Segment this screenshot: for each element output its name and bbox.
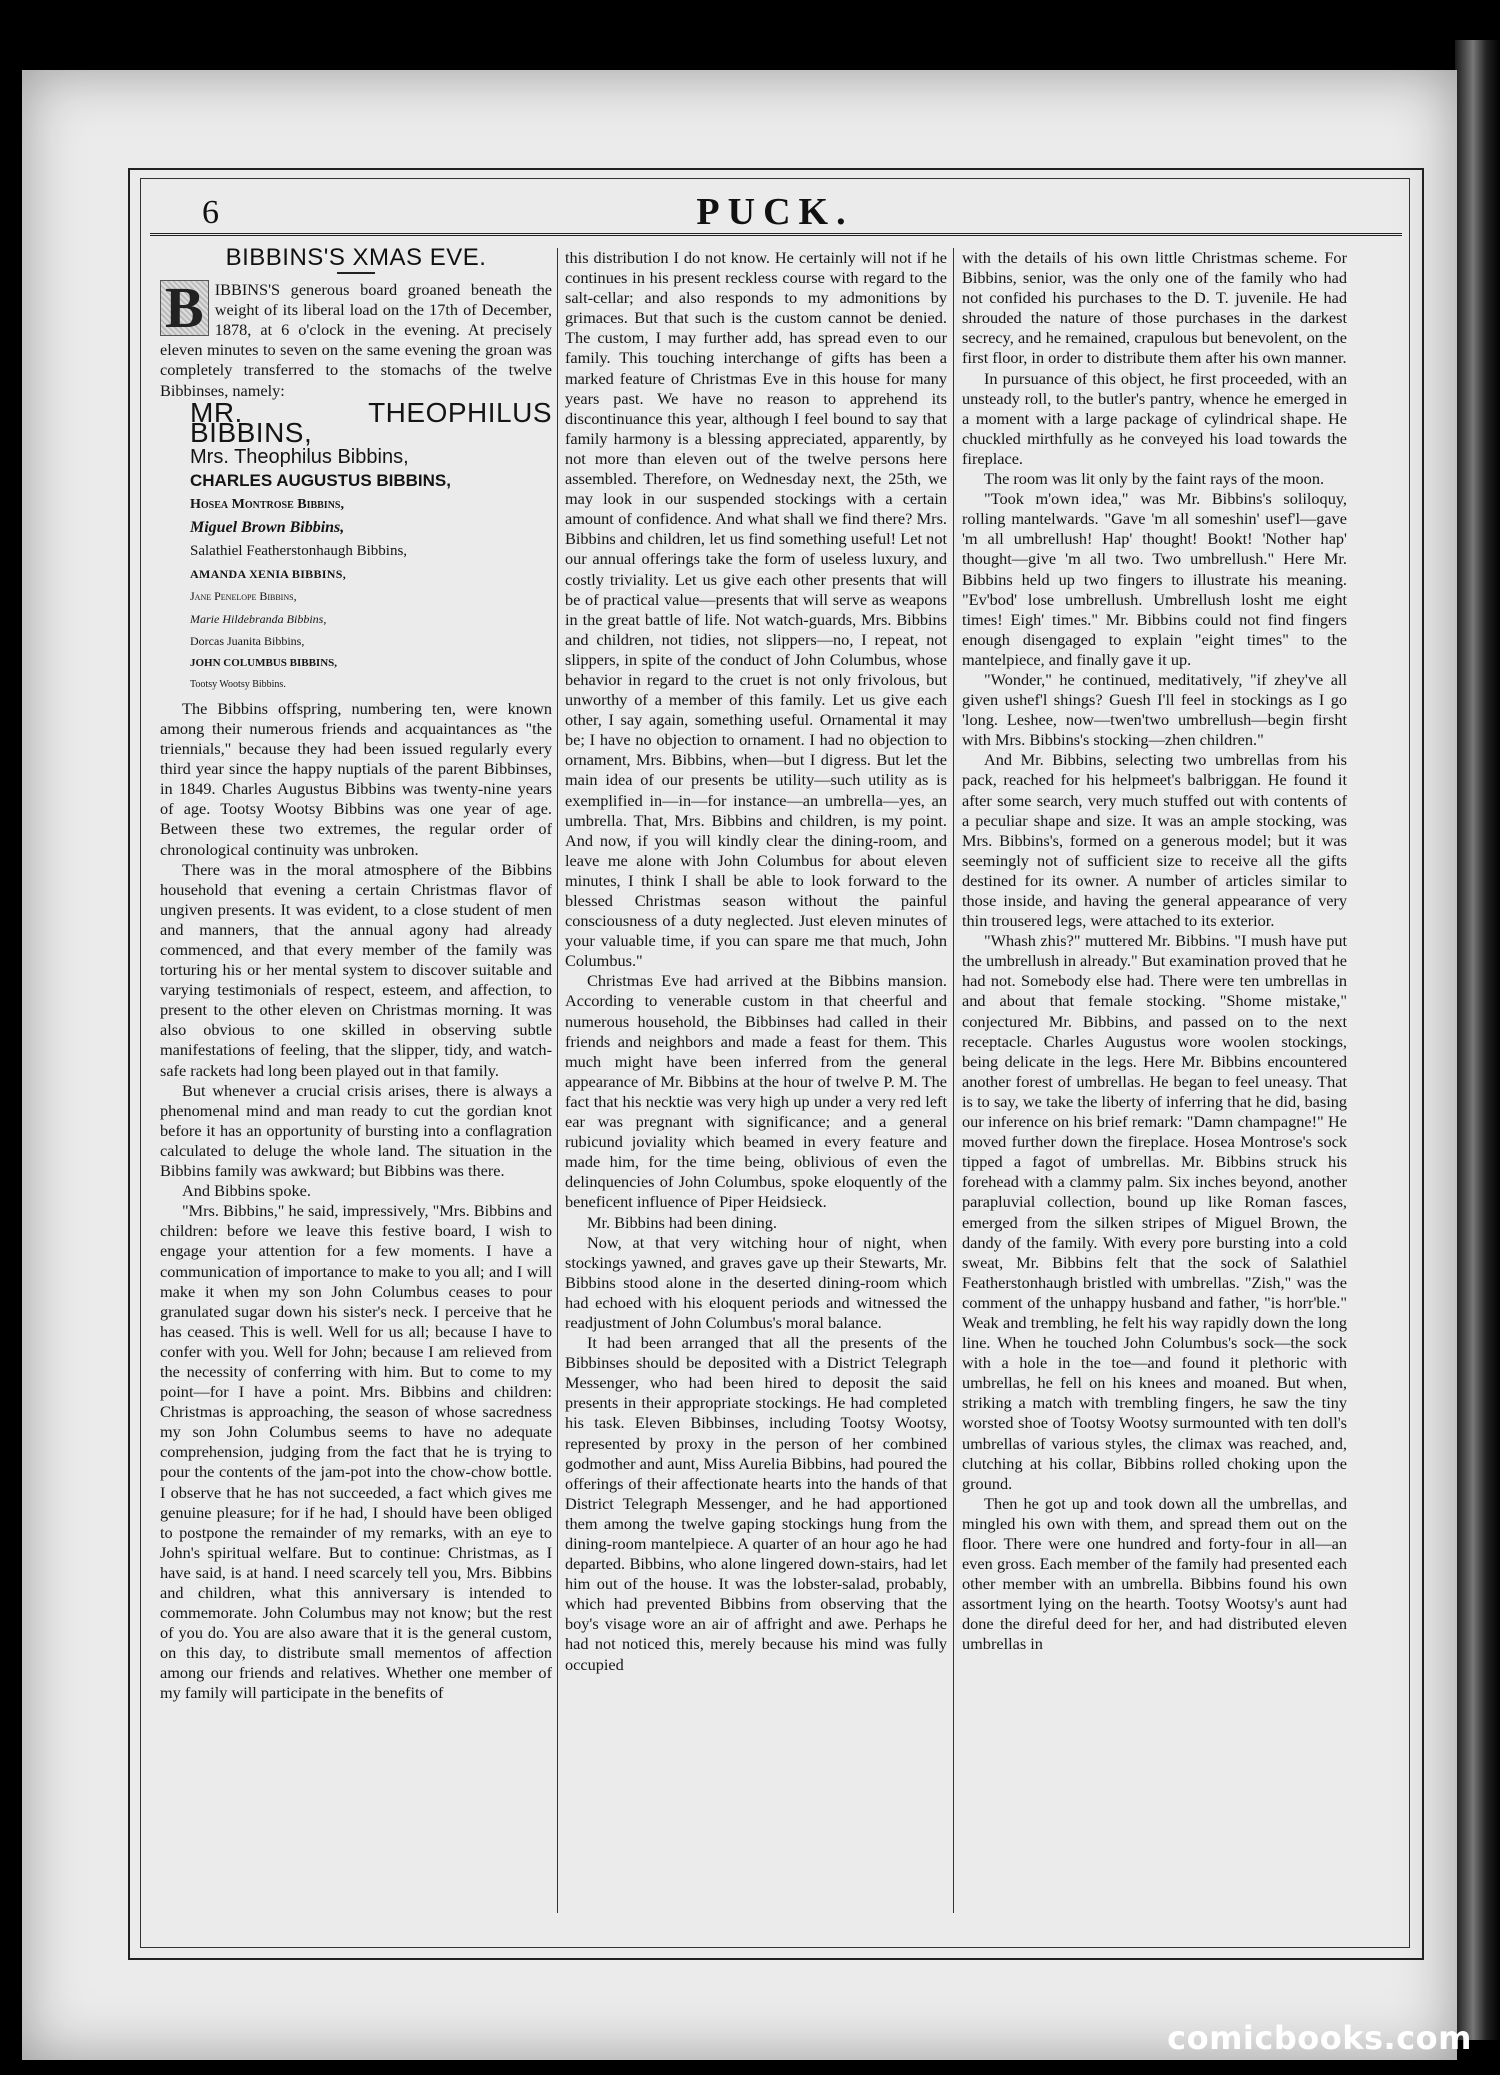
lead-paragraph: B IBBINS'S generous board groaned beneath the weight of its liberal load on the 17th of December, 1878, at 6 o'clock in the evening. At precisely eleven minutes to seven on the same evening the groan was completely transferred to the stomachs of the twelve Bibbinses, namely:: [160, 275, 552, 400]
book-spine: [1455, 40, 1500, 2040]
paragraph: "Wonder," he continued, meditatively, "if zhey've all given ushef'l shings? Guesh I'll feel in stockings as I go 'long. Leshee, now—twen'two umbrellush—begin firsht with Mrs. Bibbins's stocking—zhen children.": [962, 669, 1347, 750]
name-line: Tootsy Wootsy Bibbins.: [190, 678, 286, 690]
paragraph: The Bibbins offspring, numbering ten, were known among their numerous friends and acquaintances as "the triennials," because they had been issued regularly every third year since the happy nuptials of the parent Bibbinses, in 1849. Charles Augustus Bibbins was twenty-nine years of age. Tootsy Wootsy Bibbins was one year of age. Between these two extremes, the regular order of chronological continuity was unbroken.: [160, 698, 552, 859]
paragraph: The room was lit only by the faint rays of the moon.: [984, 469, 1325, 489]
column-3: [962, 248, 1347, 1910]
name-line: Jane Penelope Bibbins,: [190, 589, 297, 604]
name-line: Salathiel Featherstonhaugh Bibbins,: [190, 543, 408, 560]
paragraph: this distribution I do not know. He certainly will not if he continues in his present reckless course with regard to the salt-cellar; and also responds to my admonitions by grimaces. But that such is the custom cannot be denied. The custom, I may further add, has spread even to our family. This touching interchange of gifts has been a marked feature of Christmas Eve in this house for many years past. We have no reason to apprehend its discontinuance this year, although I feel bound to say that family harmony is a blessing appreciated, apparently, by not more than eleven out of the twelve persons here assembled. Therefore, on Wednesday next, the 25th, we may look in our suspended stockings with a certain amount of confidence. And what shall we find there? Mrs. Bibbins and children, let us find something useful! Let not our annual offerings take the form of useless luxury, and costly triviality. Let us give each other presents that will be of practical value—presents that will serve as weapons in the great battle of life. Not watch-guards, Mrs. Bibbins and children, not tidies, not slippers—no, I repeat, not slippers, in spite of the conduct of John Columbus, whose behavior in regard to the cruet is not only frivolous, but unworthy of a member of this family. Let us give each other, I say again, something useful. Ornamental it may be; I have no objection to ornament. I had no objection to ornament, Mrs. Bibbins, when—but I digress. But let the main idea of our presents be utility—such utility as is exemplified in—in—for instance—an umbrella—yes, an umbrella. That, Mrs. Bibbins and children, is my point. And now, if you will kindly clear the dining-room, and leave me alone with John Columbus for about eleven minutes, I think I shall be able to look forward to the blessed Christmas season without the painful consciousness of a duty neglected. Just eleven minutes of your valuable time, if you can spare me that much, John Columbus.": [565, 248, 947, 971]
column-divider: [557, 248, 558, 1913]
paragraph: Now, at that very witching hour of night, when stockings yawned, and graves gave up their Stewarts, Mr. Bibbins stood alone in the deserted dining-room which had echoed with his eloquent periods and witnessed the readjustment of John Columbus's moral balance.: [565, 1232, 947, 1332]
column-1: [160, 248, 552, 1910]
paragraph: "Mrs. Bibbins," he said, impressively, "Mrs. Bibbins and children: before we leave this festive board, I wish to engage your attention for a few moments. I have a communication of importance to make to you all; and I will make it when my son John Columbus ceases to pour granulated sugar down his sister's neck. I perceive that he has ceased. This is well. Well for us all; because I have to confer with you. Well for John; because I am relieved from the necessity of conferring with him. But to come to my point—for I have a point. Mrs. Bibbins and children: Christmas is approaching, the season of whose sacredness my son John Columbus seems to have no adequate comprehension, judging from the fact that he is trying to pour the contents of the jam-pot into the chow-chow bottle. I observe that he has not succeeded, a fact which gives me genuine pleasure; for if he had, I should have been obliged to postpone the remainder of my remarks, with an eye to John's spiritual welfare. But to continue: Christmas, as I have said, is at hand. I need scarcely tell you, Mrs. Bibbins and children, what this anniversary is intended to commemorate. John Columbus may not know; but the rest of you do. You are also aware that it is the general custom, on this day, to distribute small mementos of affection among our friends and relatives. Whether one member of my family will participate in the benefits of: [160, 1201, 552, 1703]
paragraph: Christmas Eve had arrived at the Bibbins mansion. According to venerable custom in that cheerful and numerous household, the Bibbinses had called in their friends and neighbors and made a feast for them. This much might have been inferred from the general appearance of Mr. Bibbins at the hour of twelve P. M. The fact that his necktie was very high up under a very red left ear was pregnant with significance; and a general rubicund joviality which beamed in every feature and made him, for the time being, oblivious of even the delinquencies of John Columbus, spoke eloquently of the beneficent influence of Piper Heidsieck.: [565, 971, 947, 1212]
paragraph: There was in the moral atmosphere of the Bibbins household that evening a certain Christmas flavor of ungiven presents. It was evident, to a close student of men and manners, that the annual agony had already commenced, and that every member of the family was torturing his or her mental system to discover suitable and varying testimonials of respect, esteem, and affection, to present to the other eleven on Christmas morning. It was also obvious to one skilled in observing subtle manifestations of feeling, that the slipper, tidy, and watch-safe rackets had long been played out in that family.: [160, 859, 552, 1080]
name-line: AMANDA XENIA BIBBINS,: [190, 567, 346, 582]
name-line: Miguel Brown Bibbins,: [190, 519, 345, 537]
page-number: 6: [202, 194, 219, 231]
header-rule: [150, 233, 1402, 236]
column-divider: [953, 248, 954, 1913]
paragraph: Mr. Bibbins had been dining.: [587, 1212, 777, 1232]
name-line: JOHN COLUMBUS BIBBINS,: [190, 656, 338, 669]
paragraph: "Whash zhis?" muttered Mr. Bibbins. "I mush have put the umbrellush in already." But examination proved that he had not. Somebody else had. There were ten umbrellas in and about that female stocking. "Shome mistake," conjectured Mr. Bibbins, and passed on to the next receptacle. Charles Augustus wore woolen stockings, being delicate in the legs. Here Mr. Bibbins encountered another forest of umbrellas. He began to feel uneasy. That is to say, we take the liberty of inferring that he did, basing our inference on his brief remark: "Damn champagne!" He moved further down the fireplace. Hosea Montrose's sock tipped a fagot of umbrellas. Mr. Bibbins struck his forehead with a clammy palm. Six inches beyond, another parapluvial collection, bound up like Roman fasces, emerged from the silken stripes of Miguel Brown, the dandy of the family. With every pore bursting into a cold sweat, Mr. Bibbins felt that the sock of Salathiel Featherstonhaugh bristled with umbrellas. "Zish," was the comment of the unhappy husband and father, "is horr'ble." Weak and trembling, he felt his way rapidly down the long line. When he touched John Columbus's sock—the sock with a hole in the toe—and found it plethoric with umbrellas, he fell on his knees and moaned. But when, striking a match with trembling fingers, he saw the tiny worsted shoe of Tootsy Wootsy surmounted with ten doll's umbrellas of various styles, the climax was reached, and, clutching at his collar, Bibbins rolled choking upon the ground.: [962, 931, 1347, 1493]
paragraph: And Bibbins spoke.: [182, 1181, 311, 1201]
title-rule: [337, 272, 375, 274]
paragraph: In pursuance of this object, he first proceeded, with an unsteady roll, to the butler's pantry, whence he emerged in a moment with a large package of cylindrical shape. He chuckled mirthfully as he conveyed his load towards the fireplace.: [962, 368, 1347, 468]
masthead-title: PUCK.: [696, 191, 854, 233]
name-line: Hosea Montrose Bibbins,: [190, 497, 344, 513]
paragraph: with the details of his own little Christmas scheme. For Bibbins, senior, was the only one of the family who had not confided his purchases to the D. T. juvenile. He had shrouded the nature of those purchases in the darkest secrecy, and he remained, crapulous but benevolent, on the first floor, in order to distribute them after his own manner.: [962, 248, 1347, 368]
name-line: CHARLES AUGUSTUS BIBBINS,: [190, 470, 451, 490]
paragraph: But whenever a crucial crisis arises, there is always a phenomenal mind and man ready to cut the gordian knot before it has an opportunity of bursting into a conflagration calculated to deluge the whole land. The situation in the Bibbins family was awkward; but Bibbins was there.: [160, 1080, 552, 1181]
paragraph: Then he got up and took down all the umbrellas, and mingled his own with them, and spread them out on the floor. There were one hundred and forty-four in all—an even gross. Each member of the family had presented each other member with an umbrella. Bibbins found his own assortment lying on the hearth. Tootsy Wootsy's aunt had done the direful deed for her, and had distributed eleven umbrellas in: [962, 1493, 1347, 1654]
drop-cap-initial: B: [160, 280, 209, 336]
paragraph: It had been arranged that all the presents of the Bibbinses should be deposited with a District Telegraph Messenger, who had been hired to deposit the said presents in their appropriate stockings. He had completed his task. Eleven Bibbinses, including Tootsy Wootsy, represented by proxy in the person of her combined godmother and aunt, Miss Aurelia Bibbins, had poured the offerings of their affectionate hearts into the hands of that District Telegraph Messenger, and he had apportioned them among the twelve gaping stockings hung from the dining-room mantelpiece. A quarter of an hour ago he had departed. Bibbins, who alone lingered down-stairs, had let him out of the house. It was the lobster-salad, probably, which had prevented Bibbins from observing that the boy's visage wore an air of affright and awe. Perhaps he had not noticed this, merely because his mind was fully occupied: [565, 1333, 947, 1674]
name-line: Mrs. Theophilus Bibbins,: [190, 445, 409, 468]
article-title: BIBBINS'S XMAS EVE.: [225, 248, 487, 271]
paragraph: And Mr. Bibbins, selecting two umbrellas from his pack, reached for his helpmeet's balbriggan. He found it after some search, very much stuffed out with contents of a peculiar shape and size. It was an ample stocking, was Mrs. Bibbins's, formed on a generous model; but it was seemingly not of sufficient size to receive all the gifts destined for its owner. A number of articles similar to those inside, and having the general appearance of very thin trousered legs, were attached to its exterior.: [962, 750, 1347, 931]
site-watermark: comicbooks.com: [1167, 2019, 1472, 2057]
name-line: Marie Hildebranda Bibbins,: [190, 611, 327, 626]
name-line: Dorcas Juanita Bibbins,: [190, 633, 305, 648]
paragraph: "Took m'own idea," was Mr. Bibbins's soliloquy, rolling mantelwards. "Gave 'm all someshin' usef'l—gave 'm all umbrellush! Hap' thought! Bookt! 'Nother hap' thought—give 'm all two. Two umbrellush." Here Mr. Bibbins held up two fingers to illustrate his meaning. "Ev'bod' lose umbrellush. Umbrellush losht me eight times! Eigh' times." Mr. Bibbins could not find fingers enough disengaged to explain "eight times" to the mantelpiece, and finally gave it up.: [962, 489, 1347, 669]
column-2: [565, 248, 947, 1910]
name-line: MR. THEOPHILUS BIBBINS,: [190, 396, 552, 448]
